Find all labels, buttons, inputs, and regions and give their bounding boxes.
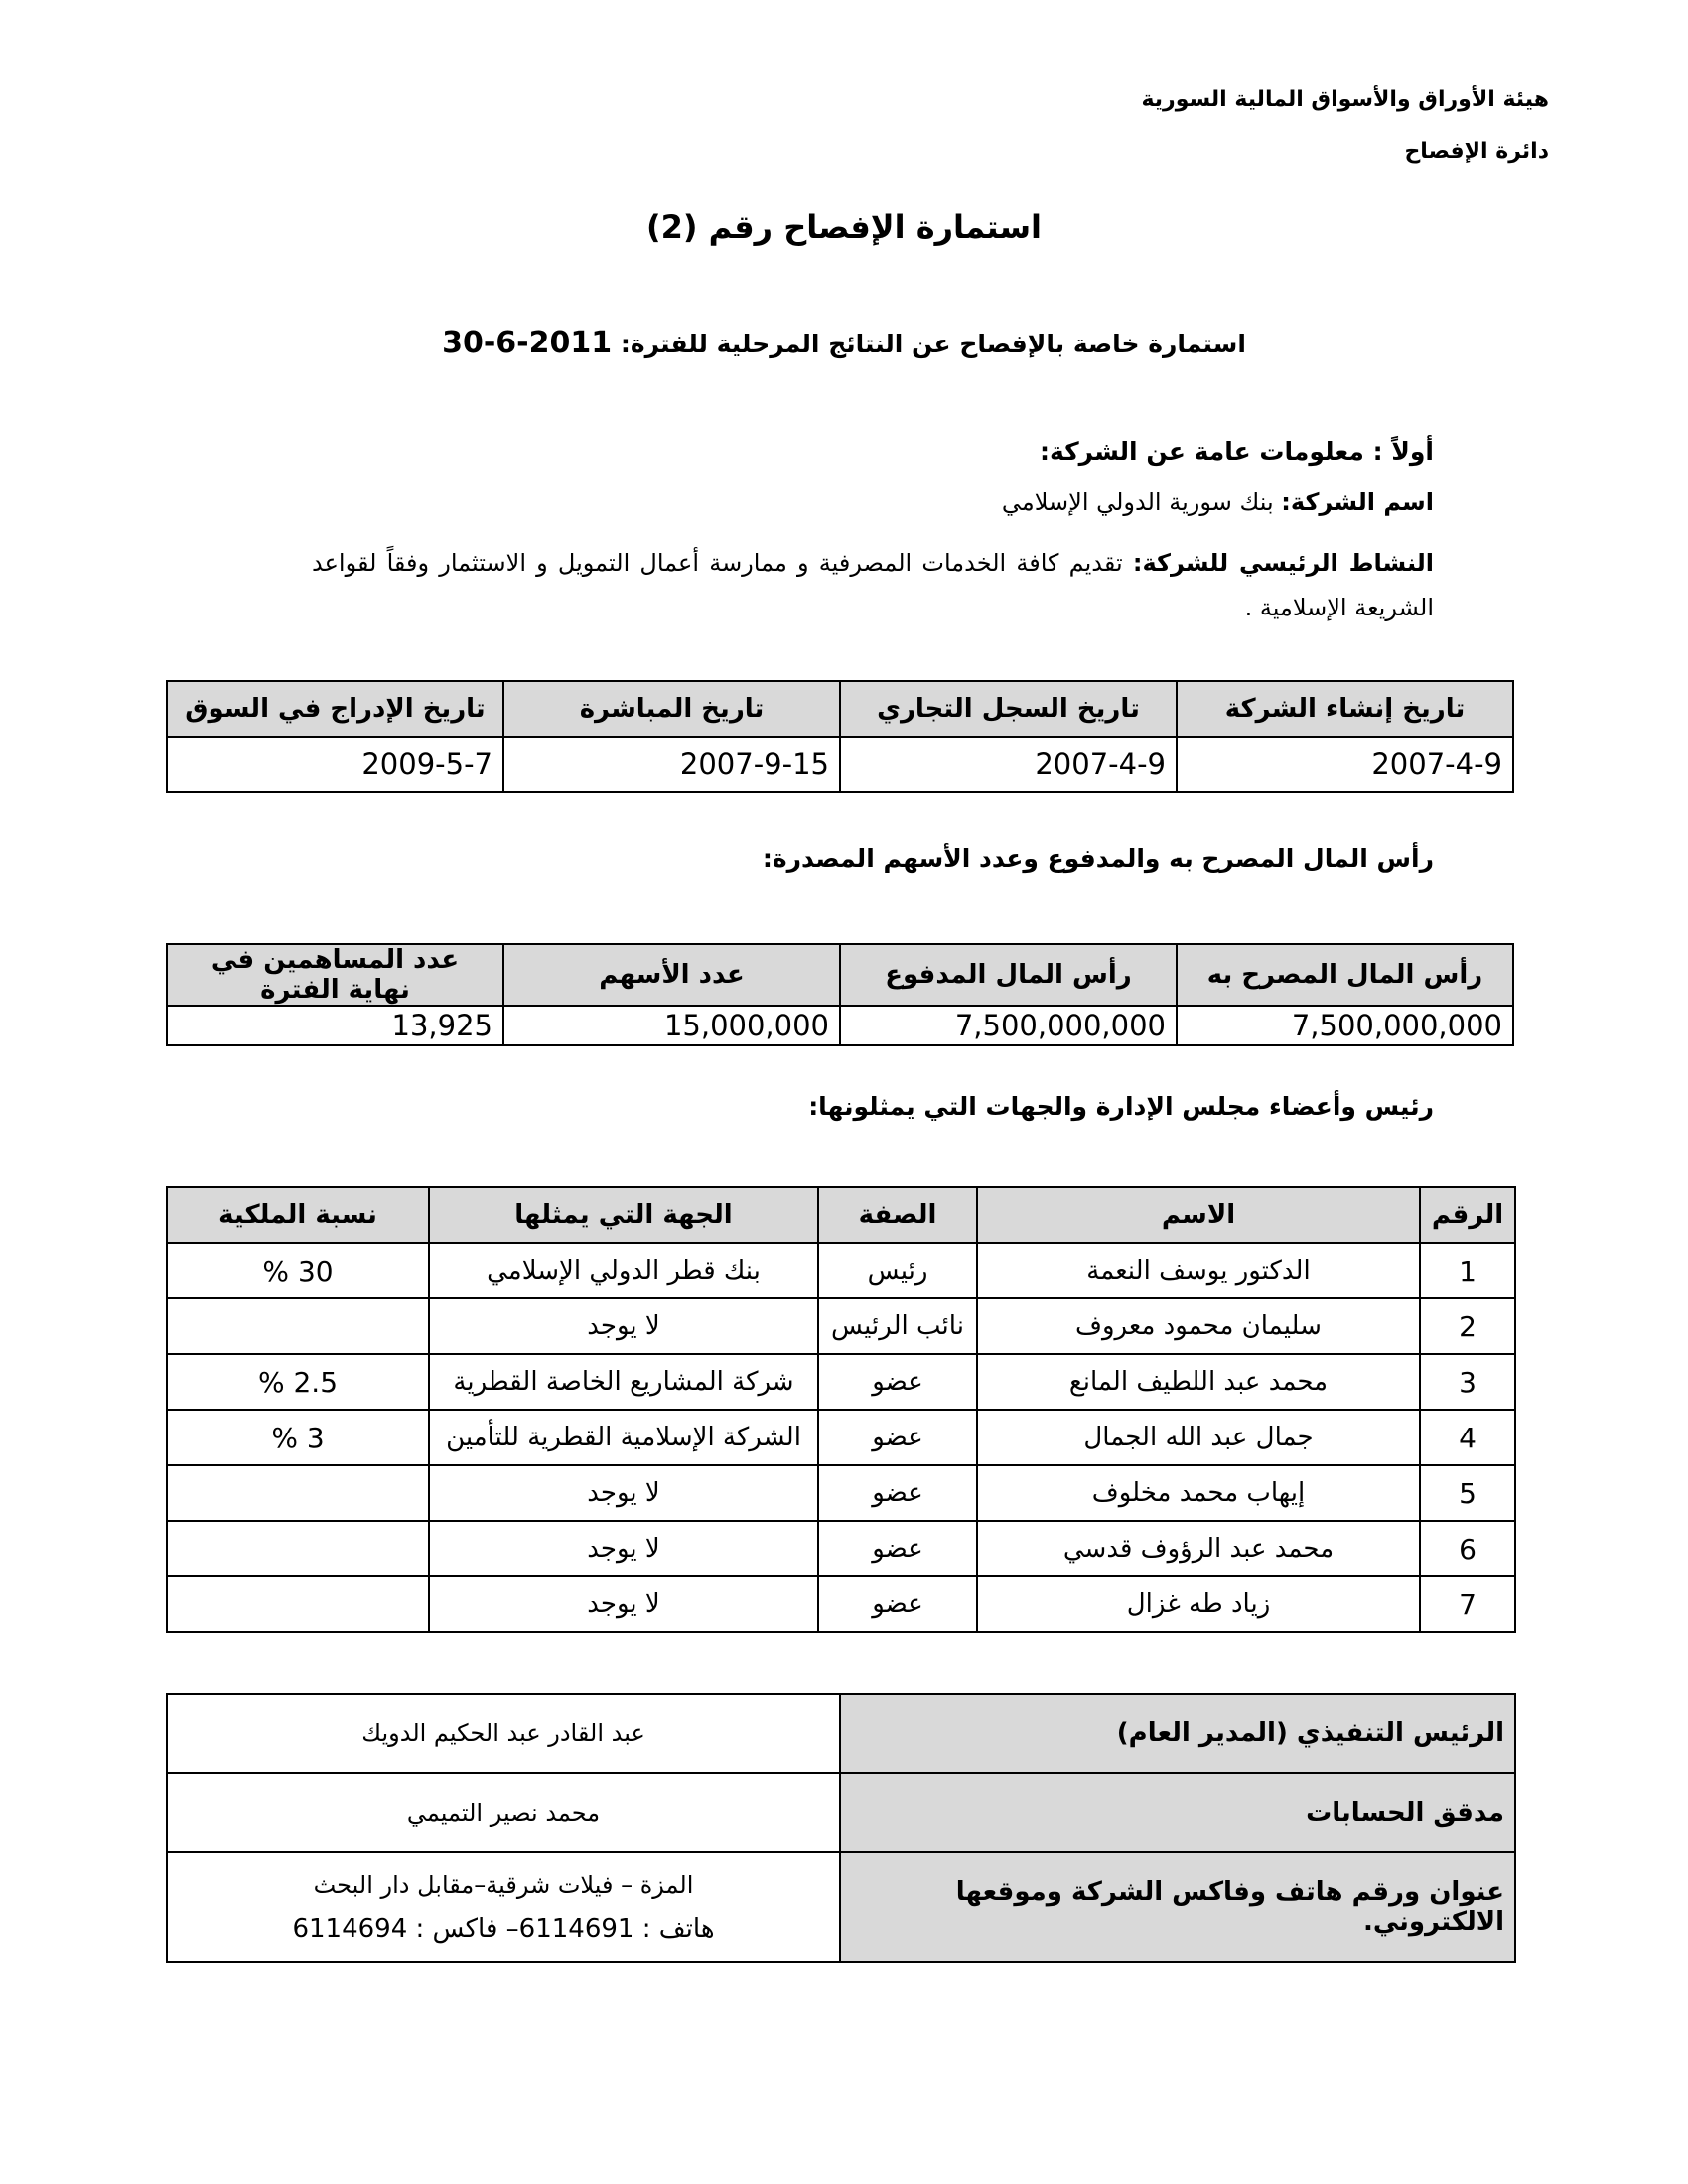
activity-text: تقديم كافة الخدمات المصرفية و ممارسة أعمال التمويل و الاستثمار وفقاً لقواعد الشريعة الإسلامية . xyxy=(312,549,1434,621)
header-commercial-register-date: تاريخ السجل التجاري xyxy=(840,681,1177,737)
member-name: إيهاب محمد مخلوف xyxy=(977,1465,1420,1521)
start-date: 2007-9-15 xyxy=(503,737,840,792)
represented-entity: لا يوجد xyxy=(429,1465,818,1521)
header-represented-entity: الجهة التي يمثلها xyxy=(429,1187,818,1243)
header-shareholders-count: عدد المساهمين في نهاية الفترة xyxy=(167,944,503,1006)
header-name: الاسم xyxy=(977,1187,1420,1243)
header-start-date: تاريخ المباشرة xyxy=(503,681,840,737)
period-date: 30-6-2011 xyxy=(442,326,613,360)
member-position: عضو xyxy=(818,1576,977,1632)
dates-table xyxy=(166,680,1514,793)
header-paid-capital: رأس المال المدفوع xyxy=(840,944,1177,1006)
table-row xyxy=(167,1298,1515,1354)
member-name: جمال عبد الله الجمال xyxy=(977,1410,1420,1465)
header-authorized-capital: رأس المال المصرح به xyxy=(1177,944,1513,1006)
company-address: المزة – فيلات شرقية–مقابل دار البحث xyxy=(313,1871,694,1899)
subtitle-text: استمارة خاصة بالإفصاح عن النتائج المرحلية للفترة: xyxy=(620,330,1246,358)
row-number: 7 xyxy=(1420,1576,1515,1632)
authority-name: هيئة الأوراق والأسواق المالية السورية xyxy=(1141,87,1549,112)
table-row xyxy=(167,1521,1515,1576)
info-table xyxy=(166,1693,1516,1963)
phone-fax: هاتف : 6114691– فاكس : 6114694 xyxy=(292,1914,715,1944)
header-number: الرقم xyxy=(1420,1187,1515,1243)
table-row xyxy=(167,1576,1515,1632)
member-name: الدكتور يوسف النعمة xyxy=(977,1243,1420,1298)
represented-entity: لا يوجد xyxy=(429,1298,818,1354)
activity-label: النشاط الرئيسي للشركة: xyxy=(1132,549,1434,577)
paid-capital: 7,500,000,000 xyxy=(840,1006,1177,1045)
header-listing-date: تاريخ الإدراج في السوق xyxy=(167,681,503,737)
contact-label: عنوان ورقم هاتف وفاكس الشركة وموقعها الالكتروني. xyxy=(840,1852,1515,1962)
ownership-percent xyxy=(167,1521,429,1576)
ownership-percent: 2.5 % xyxy=(167,1354,429,1410)
capital-heading: رأس المال المصرح به والمدفوع وعدد الأسهم المصدرة: xyxy=(762,844,1434,873)
member-name: محمد عبد اللطيف المانع xyxy=(977,1354,1420,1410)
row-number: 5 xyxy=(1420,1465,1515,1521)
ownership-percent: 30 % xyxy=(167,1243,429,1298)
row-number: 2 xyxy=(1420,1298,1515,1354)
table-row xyxy=(167,1354,1515,1410)
established-date: 2007-4-9 xyxy=(1177,737,1513,792)
member-position: عضو xyxy=(818,1410,977,1465)
ownership-percent xyxy=(167,1576,429,1632)
member-position: رئيس xyxy=(818,1243,977,1298)
capital-table xyxy=(166,943,1514,1046)
section1-heading: أولاً : معلومات عامة عن الشركة: xyxy=(1039,437,1434,466)
department-name: دائرة الإفصاح xyxy=(1404,139,1549,164)
company-name-label: اسم الشركة: xyxy=(1281,488,1434,516)
row-number: 3 xyxy=(1420,1354,1515,1410)
member-position: نائب الرئيس xyxy=(818,1298,977,1354)
contact-details xyxy=(167,1852,840,1962)
header-position: الصفة xyxy=(818,1187,977,1243)
member-name: زياد طه غزال xyxy=(977,1576,1420,1632)
represented-entity: الشركة الإسلامية القطرية للتأمين xyxy=(429,1410,818,1465)
auditor-name: محمد نصير التميمي xyxy=(167,1773,840,1852)
auditor-label: مدقق الحسابات xyxy=(840,1773,1515,1852)
board-heading: رئيس وأعضاء مجلس الإدارة والجهات التي يمثلونها: xyxy=(808,1092,1434,1121)
row-number: 1 xyxy=(1420,1243,1515,1298)
row-number: 6 xyxy=(1420,1521,1515,1576)
listing-date: 2009-5-7 xyxy=(167,737,503,792)
commercial-register-date: 2007-4-9 xyxy=(840,737,1177,792)
shareholders-count: 13,925 xyxy=(167,1006,503,1045)
member-position: عضو xyxy=(818,1465,977,1521)
represented-entity: لا يوجد xyxy=(429,1521,818,1576)
ownership-percent: 3 % xyxy=(167,1410,429,1465)
form-subtitle xyxy=(0,326,1688,360)
represented-entity: بنك قطر الدولي الإسلامي xyxy=(429,1243,818,1298)
member-name: سليمان محمود معروف xyxy=(977,1298,1420,1354)
member-name: محمد عبد الرؤوف قدسي xyxy=(977,1521,1420,1576)
board-table xyxy=(166,1186,1516,1633)
member-position: عضو xyxy=(818,1521,977,1576)
ownership-percent xyxy=(167,1298,429,1354)
represented-entity: شركة المشاريع الخاصة القطرية xyxy=(429,1354,818,1410)
ownership-percent xyxy=(167,1465,429,1521)
form-title: استمارة الإفصاح رقم (2) xyxy=(645,208,1043,246)
authorized-capital: 7,500,000,000 xyxy=(1177,1006,1513,1045)
represented-entity: لا يوجد xyxy=(429,1576,818,1632)
table-row xyxy=(167,1243,1515,1298)
shares-count: 15,000,000 xyxy=(503,1006,840,1045)
activity-paragraph xyxy=(312,541,1434,630)
header-ownership: نسبة الملكية xyxy=(167,1187,429,1243)
header-established-date: تاريخ إنشاء الشركة xyxy=(1177,681,1513,737)
header-shares-count: عدد الأسهم xyxy=(503,944,840,1006)
table-row xyxy=(167,1465,1515,1521)
company-name-line xyxy=(1002,488,1434,516)
member-position: عضو xyxy=(818,1354,977,1410)
ceo-name: عبد القادر عبد الحكيم الدويك xyxy=(167,1694,840,1773)
company-name: بنك سورية الدولي الإسلامي xyxy=(1001,488,1274,516)
row-number: 4 xyxy=(1420,1410,1515,1465)
table-row xyxy=(167,1410,1515,1465)
ceo-label: الرئيس التنفيذي (المدير العام) xyxy=(840,1694,1515,1773)
